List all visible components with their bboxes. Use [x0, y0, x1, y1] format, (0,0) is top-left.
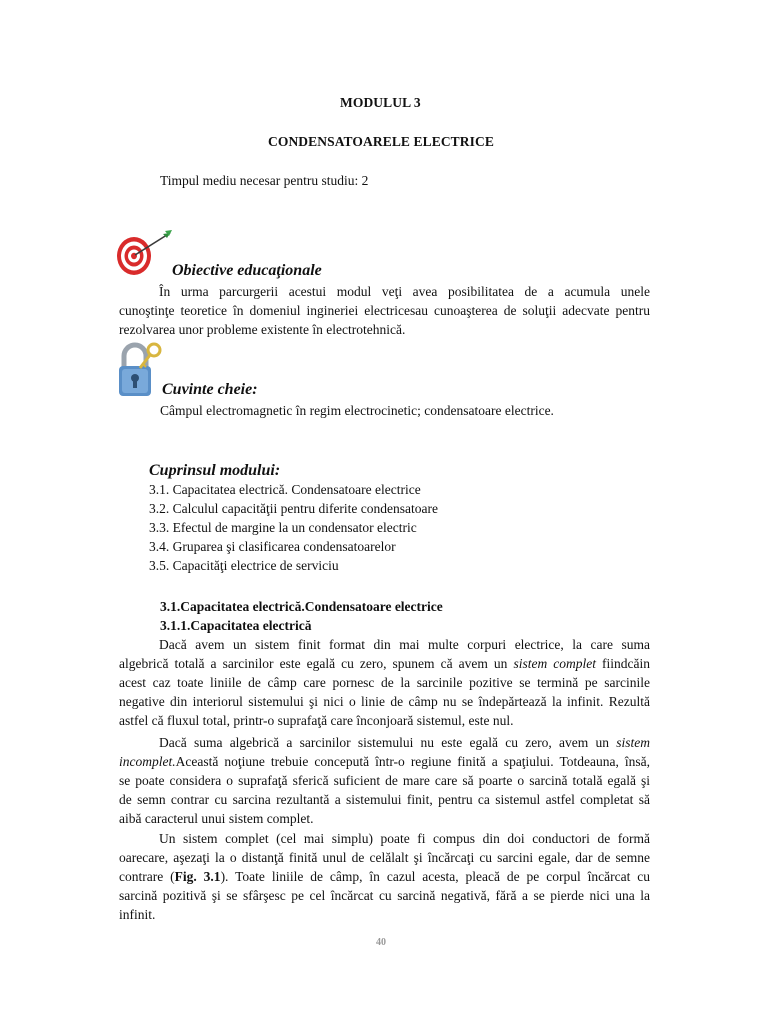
chapter-title: CONDENSATOARELE ELECTRICE: [268, 134, 494, 149]
text-run: Această noţiune trebuie concepută într-o regiune finită a spaţiului. Totdeauna, însă,: [175, 754, 650, 769]
contents-heading: Cuprinsul modului:: [149, 462, 281, 479]
paragraph-line: [119, 867, 650, 886]
lock-key-icon: [116, 338, 166, 400]
figure-reference: Fig. 3.1: [174, 869, 221, 884]
paragraph-line: Un sistem complet (cel mai simplu) poate fi compus din doi conductori de formă: [159, 831, 650, 846]
paragraph-line: Dacă avem un sistem finit format din mai multe corpuri electrice, la care suma: [159, 637, 650, 652]
text-run: fiindcăin: [602, 656, 651, 671]
text-run: contrare (: [119, 869, 175, 884]
emphasis-term: sistem: [616, 735, 650, 750]
contents-item: 3.5. Capacităţi electrice de serviciu: [149, 558, 339, 573]
paragraph-line: [119, 733, 650, 752]
emphasis-term: incomplet.: [119, 754, 176, 769]
page-number: 40: [376, 937, 386, 948]
keywords-heading: Cuvinte cheie:: [162, 381, 258, 398]
paragraph-line: de semn contrar cu sarcina rezultantă a sistemului finit, pentru ca sistemul astfel completat să: [119, 792, 650, 807]
emphasis-term: sistem complet: [513, 656, 596, 671]
objectives-text: [119, 282, 650, 339]
text-run: algebrică totală a sarcinilor este egală cu zero, spunem că avem un: [119, 656, 508, 671]
text-run: Dacă suma algebrică a sarcinilor sistemului nu este egală cu zero, avem un: [159, 735, 610, 750]
objectives-line: cunoştinţe teoretice în domeniul ingineriei electricesau cunoaşterea de soluţii adecvate pentru: [119, 303, 650, 318]
paragraph-line: acest caz toate liniile de câmp care pornesc de la sarcinile pozitive se termină pe sarcinile: [119, 675, 650, 690]
paragraph-line: [119, 752, 650, 771]
target-icon: [114, 228, 176, 280]
section-heading: 3.1.Capacitatea electrică.Condensatoare electrice: [160, 599, 443, 614]
paragraph-3: [119, 829, 650, 924]
paragraph-line: sarcină pozitivă şi se sfârşesc pe cel încărcat cu sarcină negativă, fără a se pierde nici una la: [119, 888, 650, 903]
paragraph-line: se poate considera o suprafaţă sferică suficient de mare care să poarte o sarcină totală egală şi: [119, 773, 650, 788]
paragraph-2: [119, 733, 650, 828]
paragraph-line: oarecare, aşezaţi la o distanţă finită unul de celălalt şi încărcaţi cu sarcini egale, dar de semne: [119, 850, 650, 865]
subsection-heading: 3.1.1.Capacitatea electrică: [160, 618, 312, 633]
objectives-line: În urma parcurgerii acestui modul veţi avea posibilitatea de a acumula unele: [159, 284, 650, 299]
contents-item: 3.3. Efectul de margine la un condensator electric: [149, 520, 417, 535]
paragraph-1: [119, 635, 650, 730]
paragraph-line: [119, 654, 650, 673]
objectives-heading: Obiective educaţionale: [172, 262, 322, 279]
objectives-line: rezolvarea unor probleme existente în electrotehnică.: [119, 322, 406, 337]
paragraph-line: astfel că fluxul total, printr-o suprafaţă care înconjoară sistemul, este nul.: [119, 713, 514, 728]
paragraph-line: infinit.: [119, 907, 156, 922]
keywords-text: Câmpul electromagnetic în regim electrocinetic; condensatoare electrice.: [160, 403, 554, 418]
study-time: Timpul mediu necesar pentru studiu: 2: [160, 173, 369, 188]
paragraph-line: aibă caracterul unui sistem complet.: [119, 811, 314, 826]
text-run: ). Toate liniile de câmp, în cazul acesta, pleacă de pe corpul încărcat cu: [220, 869, 651, 884]
paragraph-line: negative din interiorul sistemului şi nici o linie de câmp nu se îndepărtează la infinit. Rezultă: [119, 694, 650, 709]
contents-item: 3.4. Gruparea şi clasificarea condensatoarelor: [149, 539, 396, 554]
contents-item: 3.2. Calculul capacităţii pentru diferite condensatoare: [149, 501, 439, 516]
module-title: MODULUL 3: [340, 95, 421, 110]
contents-item: 3.1. Capacitatea electrică. Condensatoare electrice: [149, 482, 421, 497]
